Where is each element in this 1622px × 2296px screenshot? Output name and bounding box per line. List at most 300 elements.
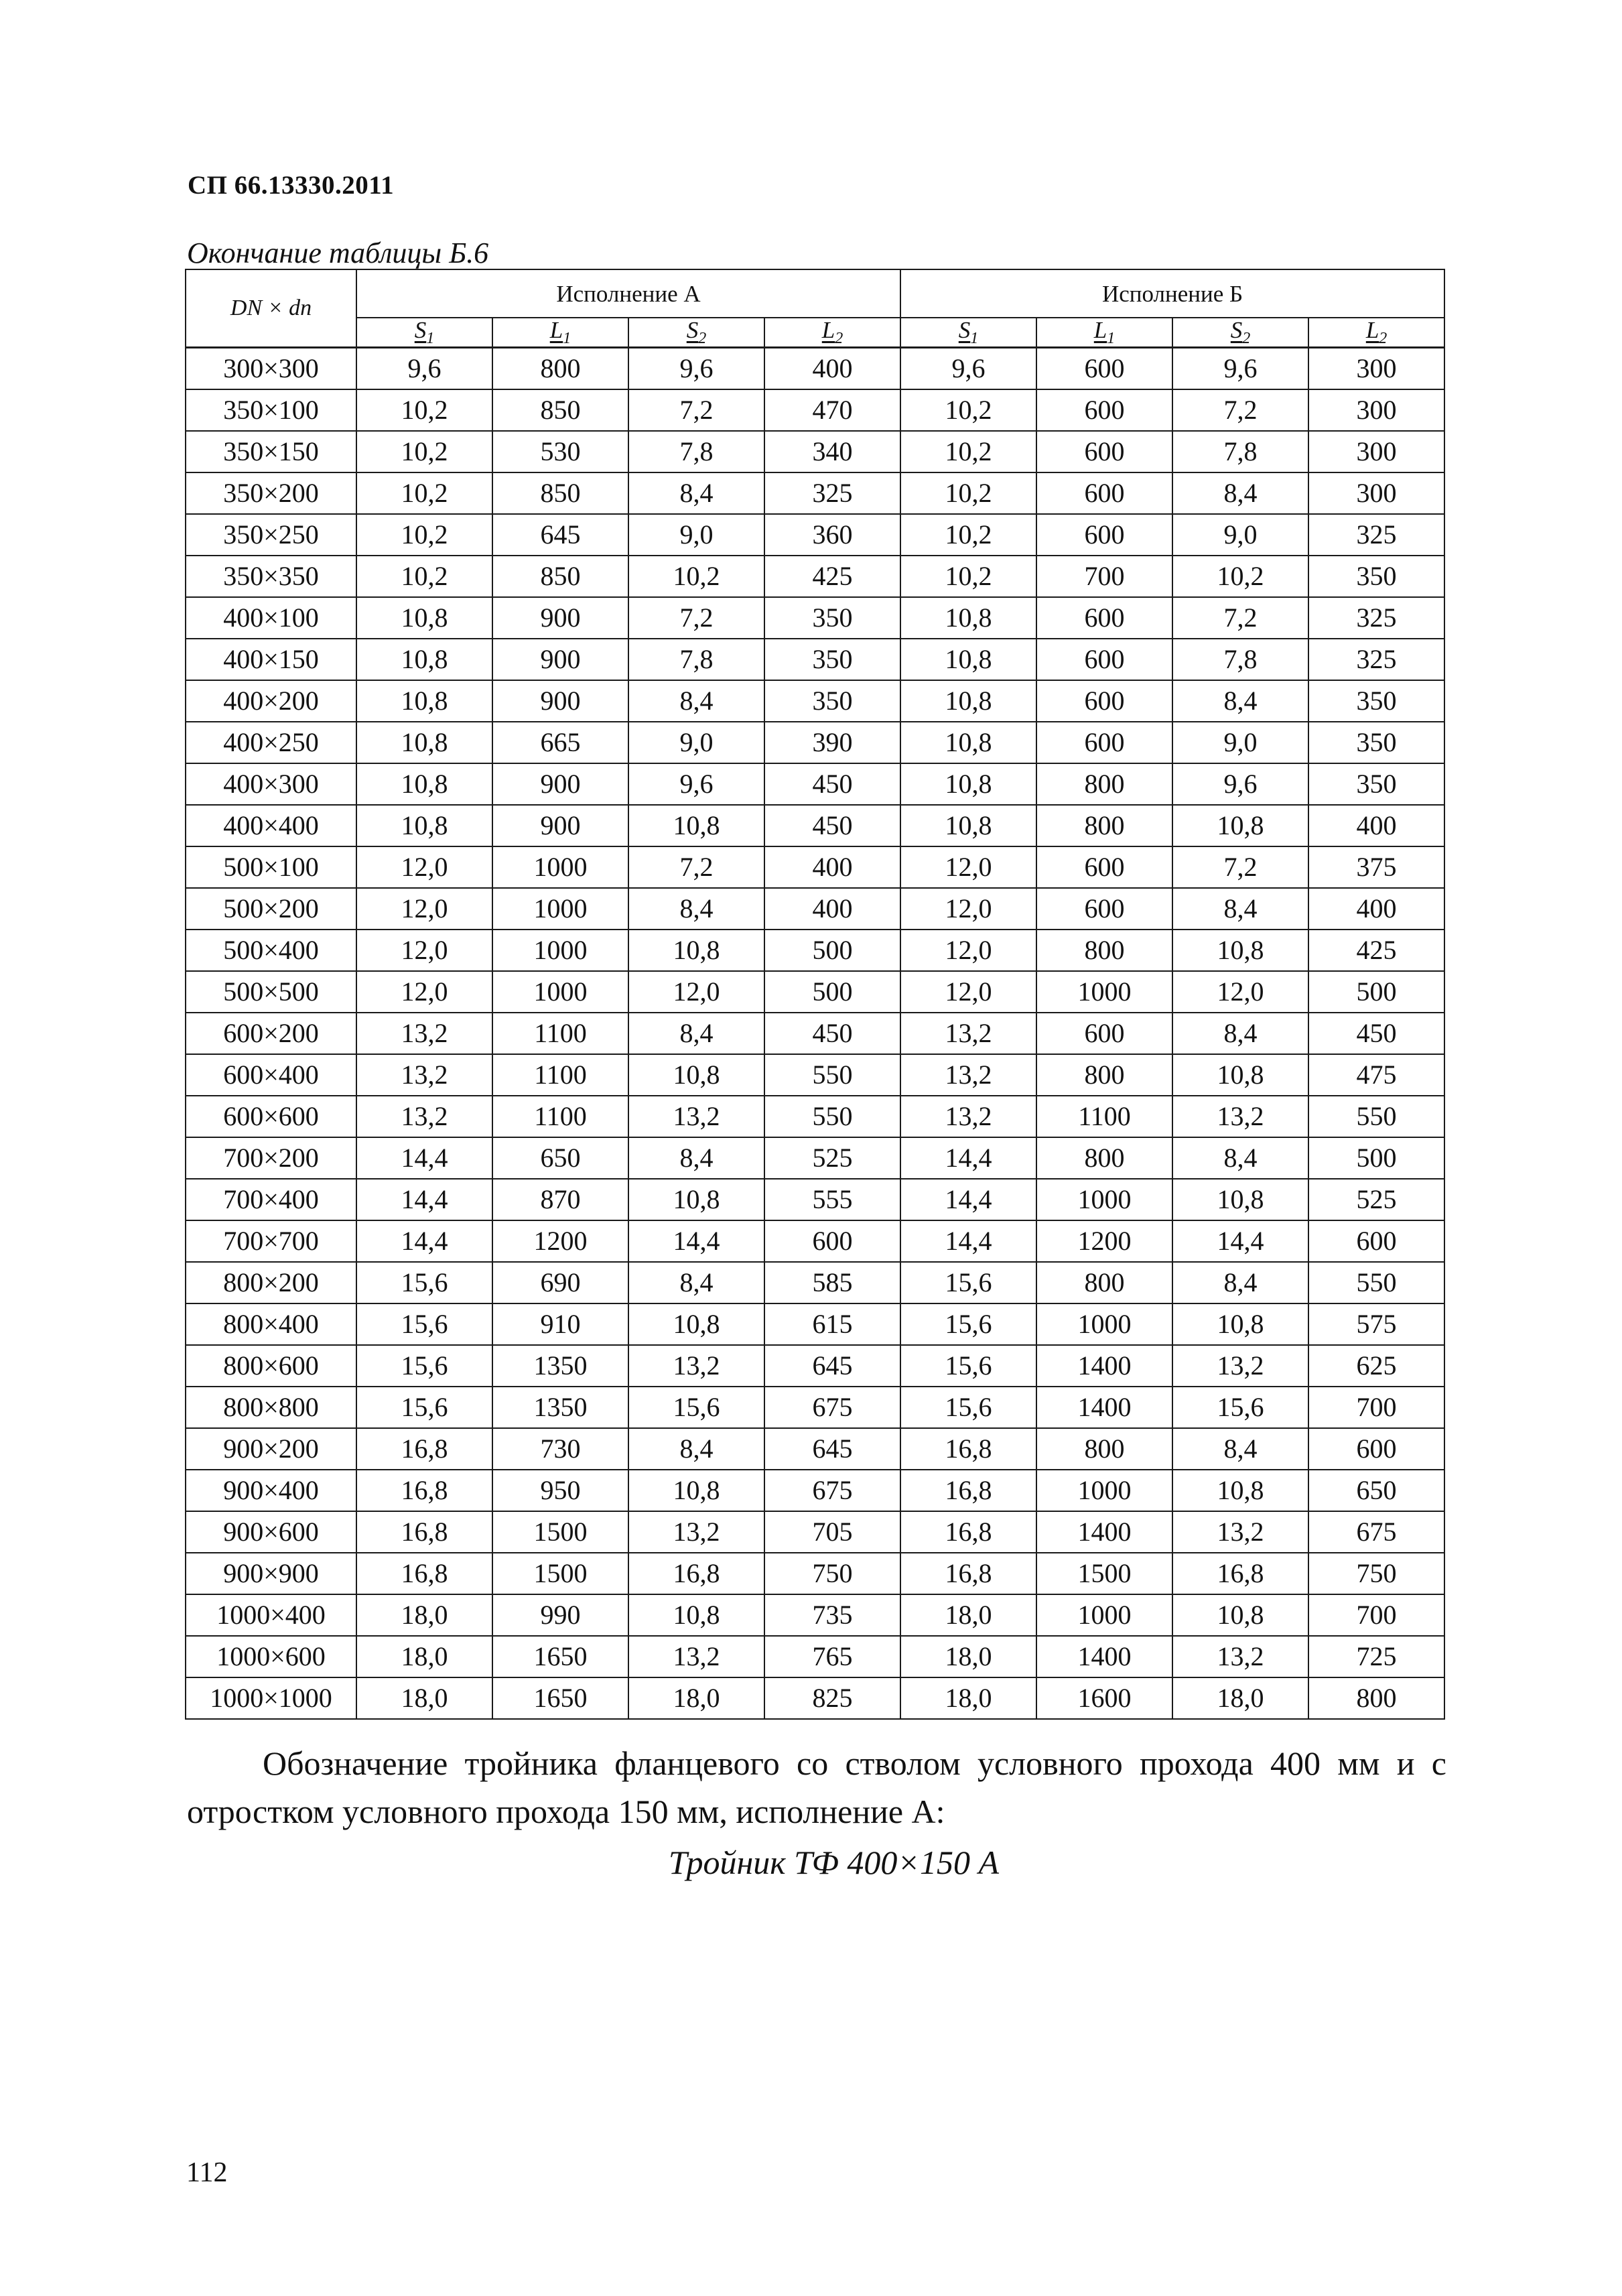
value-cell: 325 [1308, 597, 1444, 639]
value-cell: 900 [492, 763, 628, 805]
value-cell: 9,6 [356, 348, 492, 390]
value-cell: 400 [764, 348, 900, 390]
value-cell: 400 [764, 888, 900, 930]
value-cell: 9,0 [628, 722, 764, 763]
value-cell: 10,8 [356, 680, 492, 722]
value-cell: 10,8 [628, 1470, 764, 1511]
value-cell: 18,0 [900, 1636, 1036, 1677]
value-cell: 750 [764, 1553, 900, 1594]
value-cell: 690 [492, 1262, 628, 1303]
value-cell: 325 [1308, 639, 1444, 680]
value-cell: 675 [1308, 1511, 1444, 1553]
value-cell: 15,6 [356, 1345, 492, 1387]
value-cell: 575 [1308, 1303, 1444, 1345]
value-cell: 470 [764, 389, 900, 431]
value-cell: 10,8 [1172, 1594, 1308, 1636]
dn-cell: 500×200 [186, 888, 356, 930]
value-cell: 18,0 [900, 1677, 1036, 1719]
value-cell: 400 [1308, 888, 1444, 930]
value-cell: 10,8 [1172, 930, 1308, 971]
value-cell: 15,6 [900, 1345, 1036, 1387]
table-row [186, 1470, 1444, 1511]
value-cell: 700 [1308, 1387, 1444, 1428]
value-cell: 1200 [492, 1220, 628, 1262]
value-cell: 1650 [492, 1677, 628, 1719]
value-cell: 350 [1308, 763, 1444, 805]
value-cell: 12,0 [356, 971, 492, 1013]
value-cell: 14,4 [900, 1179, 1036, 1220]
table-row [186, 971, 1444, 1013]
value-cell: 350 [764, 680, 900, 722]
value-cell: 1500 [492, 1553, 628, 1594]
value-cell: 10,8 [628, 1594, 764, 1636]
dn-cell: 600×600 [186, 1096, 356, 1137]
value-cell: 1400 [1036, 1636, 1172, 1677]
value-cell: 10,8 [356, 805, 492, 846]
value-cell: 7,8 [628, 431, 764, 472]
value-cell: 14,4 [628, 1220, 764, 1262]
value-cell: 7,8 [628, 639, 764, 680]
value-cell: 650 [492, 1137, 628, 1179]
dn-cell: 800×800 [186, 1387, 356, 1428]
dn-cell: 400×200 [186, 680, 356, 722]
subheader-letter: S [686, 317, 699, 343]
value-cell: 18,0 [900, 1594, 1036, 1636]
designation-text: Тройник ТФ 400×150 А [668, 1844, 1000, 1881]
value-cell: 765 [764, 1636, 900, 1677]
value-cell: 7,2 [628, 846, 764, 888]
designation-note [187, 1739, 1446, 1836]
value-cell: 15,6 [356, 1387, 492, 1428]
value-cell: 16,8 [900, 1428, 1036, 1470]
value-cell: 450 [764, 763, 900, 805]
value-cell: 10,2 [900, 556, 1036, 597]
value-cell: 7,2 [1172, 389, 1308, 431]
subheader-letter: S [958, 317, 971, 343]
value-cell: 16,8 [900, 1511, 1036, 1553]
table-row [186, 1387, 1444, 1428]
dn-cell: 1000×600 [186, 1636, 356, 1677]
value-cell: 600 [1036, 888, 1172, 930]
value-cell: 390 [764, 722, 900, 763]
value-cell: 10,8 [628, 1179, 764, 1220]
value-cell: 7,8 [1172, 639, 1308, 680]
note-line-2: отростком условного прохода 150 мм, исполнение А: [187, 1793, 945, 1830]
value-cell: 7,2 [628, 389, 764, 431]
subheader-l1 [1036, 318, 1172, 348]
value-cell: 735 [764, 1594, 900, 1636]
table-row [186, 1013, 1444, 1054]
value-cell: 10,8 [900, 722, 1036, 763]
table-row [186, 597, 1444, 639]
subheader-s1 [900, 318, 1036, 348]
value-cell: 10,8 [1172, 1303, 1308, 1345]
value-cell: 500 [764, 930, 900, 971]
value-cell: 8,4 [1172, 1013, 1308, 1054]
value-cell: 600 [1036, 846, 1172, 888]
value-cell: 8,4 [628, 1262, 764, 1303]
page-number: 112 [186, 2157, 228, 2188]
value-cell: 13,2 [356, 1054, 492, 1096]
value-cell: 500 [764, 971, 900, 1013]
value-cell: 910 [492, 1303, 628, 1345]
value-cell: 10,8 [1172, 805, 1308, 846]
value-cell: 13,2 [356, 1013, 492, 1054]
value-cell: 12,0 [900, 971, 1036, 1013]
table-row [186, 1220, 1444, 1262]
value-cell: 400 [764, 846, 900, 888]
value-cell: 12,0 [356, 930, 492, 971]
value-cell: 16,8 [900, 1470, 1036, 1511]
table-row [186, 431, 1444, 472]
subheader-l2 [764, 318, 900, 348]
table-row [186, 389, 1444, 431]
table-row [186, 1594, 1444, 1636]
table-row [186, 639, 1444, 680]
value-cell: 1000 [1036, 1303, 1172, 1345]
table-row [186, 722, 1444, 763]
value-cell: 18,0 [628, 1677, 764, 1719]
value-cell: 10,2 [356, 431, 492, 472]
value-cell: 600 [1036, 680, 1172, 722]
value-cell: 10,2 [900, 389, 1036, 431]
value-cell: 1000 [1036, 971, 1172, 1013]
value-cell: 725 [1308, 1636, 1444, 1677]
designation-example [0, 1843, 1622, 1882]
value-cell: 15,6 [900, 1387, 1036, 1428]
value-cell: 8,4 [628, 888, 764, 930]
value-cell: 8,4 [1172, 888, 1308, 930]
value-cell: 870 [492, 1179, 628, 1220]
table-row [186, 1262, 1444, 1303]
value-cell: 1000 [492, 930, 628, 971]
value-cell: 13,2 [900, 1054, 1036, 1096]
value-cell: 14,4 [900, 1137, 1036, 1179]
dn-cell: 400×250 [186, 722, 356, 763]
value-cell: 12,0 [356, 888, 492, 930]
dn-cell: 600×400 [186, 1054, 356, 1096]
value-cell: 10,8 [356, 763, 492, 805]
value-cell: 800 [1036, 1262, 1172, 1303]
value-cell: 375 [1308, 846, 1444, 888]
value-cell: 450 [764, 1013, 900, 1054]
dn-cell: 350×200 [186, 472, 356, 514]
value-cell: 1500 [1036, 1553, 1172, 1594]
value-cell: 730 [492, 1428, 628, 1470]
value-cell: 18,0 [1172, 1677, 1308, 1719]
value-cell: 600 [1308, 1220, 1444, 1262]
value-cell: 950 [492, 1470, 628, 1511]
dn-cell: 700×400 [186, 1179, 356, 1220]
value-cell: 625 [1308, 1345, 1444, 1387]
value-cell: 10,2 [356, 556, 492, 597]
value-cell: 13,2 [1172, 1345, 1308, 1387]
value-cell: 360 [764, 514, 900, 556]
value-cell: 7,8 [1172, 431, 1308, 472]
table-row [186, 1511, 1444, 1553]
table-row [186, 680, 1444, 722]
value-cell: 13,2 [628, 1636, 764, 1677]
value-cell: 10,2 [900, 472, 1036, 514]
dn-cell: 350×150 [186, 431, 356, 472]
dn-cell: 350×250 [186, 514, 356, 556]
value-cell: 600 [1036, 639, 1172, 680]
value-cell: 16,8 [356, 1553, 492, 1594]
value-cell: 900 [492, 639, 628, 680]
subheader-index: 1 [426, 330, 435, 347]
dn-cell: 400×300 [186, 763, 356, 805]
subheader-index: 2 [1379, 330, 1388, 347]
dn-cell: 700×200 [186, 1137, 356, 1179]
table-row [186, 1553, 1444, 1594]
value-cell: 14,4 [1172, 1220, 1308, 1262]
value-cell: 450 [764, 805, 900, 846]
dn-cell: 900×400 [186, 1470, 356, 1511]
value-cell: 14,4 [356, 1179, 492, 1220]
value-cell: 645 [764, 1428, 900, 1470]
table-row [186, 1054, 1444, 1096]
value-cell: 18,0 [356, 1594, 492, 1636]
dn-cell: 800×200 [186, 1262, 356, 1303]
value-cell: 1000 [1036, 1179, 1172, 1220]
value-cell: 14,4 [356, 1137, 492, 1179]
value-cell: 15,6 [900, 1303, 1036, 1345]
value-cell: 15,6 [1172, 1387, 1308, 1428]
value-cell: 850 [492, 389, 628, 431]
table-row [186, 1096, 1444, 1137]
value-cell: 645 [492, 514, 628, 556]
value-cell: 325 [1308, 514, 1444, 556]
value-cell: 13,2 [900, 1096, 1036, 1137]
value-cell: 600 [1036, 389, 1172, 431]
value-cell: 15,6 [356, 1303, 492, 1345]
dn-cell: 900×200 [186, 1428, 356, 1470]
value-cell: 8,4 [628, 680, 764, 722]
table-caption: Окончание таблицы Б.6 [187, 237, 489, 269]
table-row [186, 472, 1444, 514]
value-cell: 18,0 [356, 1636, 492, 1677]
note-line-1: Обозначение тройника фланцевого со стволом условного прохода 400 мм и с [263, 1744, 1446, 1782]
value-cell: 8,4 [628, 472, 764, 514]
value-cell: 300 [1308, 348, 1444, 390]
value-cell: 9,6 [900, 348, 1036, 390]
value-cell: 8,4 [1172, 1428, 1308, 1470]
value-cell: 12,0 [356, 846, 492, 888]
value-cell: 14,4 [356, 1220, 492, 1262]
value-cell: 990 [492, 1594, 628, 1636]
dn-cell: 400×100 [186, 597, 356, 639]
value-cell: 12,0 [900, 888, 1036, 930]
subheader-l1 [492, 318, 628, 348]
value-cell: 475 [1308, 1054, 1444, 1096]
doc-code: СП 66.13330.2011 [188, 171, 395, 200]
value-cell: 1650 [492, 1636, 628, 1677]
value-cell: 425 [764, 556, 900, 597]
value-cell: 900 [492, 805, 628, 846]
value-cell: 800 [492, 348, 628, 390]
value-cell: 1000 [1036, 1594, 1172, 1636]
value-cell: 1100 [492, 1054, 628, 1096]
value-cell: 10,2 [1172, 556, 1308, 597]
value-cell: 10,2 [356, 472, 492, 514]
value-cell: 18,0 [356, 1677, 492, 1719]
value-cell: 9,6 [1172, 763, 1308, 805]
dn-cell: 350×350 [186, 556, 356, 597]
subheader-index: 2 [835, 330, 843, 347]
value-cell: 10,8 [628, 805, 764, 846]
dn-cell: 1000×400 [186, 1594, 356, 1636]
value-cell: 8,4 [628, 1428, 764, 1470]
value-cell: 14,4 [900, 1220, 1036, 1262]
value-cell: 15,6 [900, 1262, 1036, 1303]
value-cell: 850 [492, 472, 628, 514]
value-cell: 800 [1308, 1677, 1444, 1719]
value-cell: 10,8 [628, 930, 764, 971]
value-cell: 10,8 [900, 639, 1036, 680]
dimensions-table [185, 269, 1445, 1720]
value-cell: 13,2 [356, 1096, 492, 1137]
value-cell: 550 [1308, 1262, 1444, 1303]
table-row [186, 763, 1444, 805]
dn-cell: 900×600 [186, 1511, 356, 1553]
value-cell: 350 [1308, 556, 1444, 597]
value-cell: 1000 [1036, 1470, 1172, 1511]
value-cell: 525 [764, 1137, 900, 1179]
value-cell: 13,2 [628, 1345, 764, 1387]
value-cell: 525 [1308, 1179, 1444, 1220]
value-cell: 645 [764, 1345, 900, 1387]
value-cell: 13,2 [900, 1013, 1036, 1054]
table-row [186, 1303, 1444, 1345]
value-cell: 10,8 [628, 1054, 764, 1096]
table-row [186, 888, 1444, 930]
value-cell: 10,8 [1172, 1470, 1308, 1511]
value-cell: 675 [764, 1470, 900, 1511]
value-cell: 9,0 [628, 514, 764, 556]
value-cell: 10,2 [628, 556, 764, 597]
value-cell: 825 [764, 1677, 900, 1719]
table-row [186, 805, 1444, 846]
value-cell: 340 [764, 431, 900, 472]
value-cell: 300 [1308, 389, 1444, 431]
value-cell: 15,6 [628, 1387, 764, 1428]
dn-cell: 500×100 [186, 846, 356, 888]
value-cell: 300 [1308, 472, 1444, 514]
value-cell: 1000 [492, 846, 628, 888]
value-cell: 10,8 [900, 597, 1036, 639]
table-row [186, 1428, 1444, 1470]
value-cell: 1000 [492, 888, 628, 930]
dn-column-header: DN × dn [186, 269, 356, 348]
value-cell: 9,0 [1172, 722, 1308, 763]
dn-cell: 350×100 [186, 389, 356, 431]
value-cell: 1400 [1036, 1511, 1172, 1553]
value-cell: 1500 [492, 1511, 628, 1553]
value-cell: 8,4 [1172, 680, 1308, 722]
value-cell: 425 [1308, 930, 1444, 971]
value-cell: 800 [1036, 930, 1172, 971]
value-cell: 500 [1308, 1137, 1444, 1179]
table-row [186, 556, 1444, 597]
value-cell: 350 [1308, 722, 1444, 763]
value-cell: 705 [764, 1511, 900, 1553]
value-cell: 10,2 [900, 431, 1036, 472]
value-cell: 1100 [1036, 1096, 1172, 1137]
value-cell: 900 [492, 597, 628, 639]
value-cell: 650 [1308, 1470, 1444, 1511]
value-cell: 13,2 [1172, 1636, 1308, 1677]
value-cell: 450 [1308, 1013, 1444, 1054]
value-cell: 9,6 [1172, 348, 1308, 390]
value-cell: 16,8 [356, 1428, 492, 1470]
value-cell: 500 [1308, 971, 1444, 1013]
value-cell: 530 [492, 431, 628, 472]
value-cell: 10,2 [900, 514, 1036, 556]
value-cell: 350 [764, 597, 900, 639]
value-cell: 7,2 [1172, 597, 1308, 639]
value-cell: 1200 [1036, 1220, 1172, 1262]
value-cell: 8,4 [1172, 472, 1308, 514]
subheader-letter: L [821, 317, 835, 343]
value-cell: 9,0 [1172, 514, 1308, 556]
value-cell: 325 [764, 472, 900, 514]
subheader-letter: L [549, 317, 563, 343]
table-row [186, 1137, 1444, 1179]
subheader-index: 1 [970, 330, 979, 347]
value-cell: 16,8 [900, 1553, 1036, 1594]
subheader-index: 2 [1242, 330, 1251, 347]
value-cell: 10,8 [900, 680, 1036, 722]
value-cell: 8,4 [628, 1137, 764, 1179]
subheader-letter: L [1365, 317, 1379, 343]
value-cell: 555 [764, 1179, 900, 1220]
table-row [186, 1677, 1444, 1719]
value-cell: 12,0 [900, 930, 1036, 971]
value-cell: 9,6 [628, 763, 764, 805]
value-cell: 600 [1036, 514, 1172, 556]
value-cell: 600 [1036, 1013, 1172, 1054]
value-cell: 665 [492, 722, 628, 763]
value-cell: 15,6 [356, 1262, 492, 1303]
value-cell: 10,8 [356, 722, 492, 763]
dn-cell: 800×400 [186, 1303, 356, 1345]
value-cell: 16,8 [356, 1470, 492, 1511]
value-cell: 10,2 [356, 514, 492, 556]
subheader-s2 [628, 318, 764, 348]
table-row [186, 1179, 1444, 1220]
value-cell: 16,8 [1172, 1553, 1308, 1594]
value-cell: 1100 [492, 1096, 628, 1137]
value-cell: 600 [764, 1220, 900, 1262]
subheader-letter: S [1230, 317, 1243, 343]
value-cell: 1400 [1036, 1345, 1172, 1387]
dn-cell: 500×500 [186, 971, 356, 1013]
subheader-s1 [356, 318, 492, 348]
subheader-index: 1 [563, 330, 571, 347]
dn-cell: 900×900 [186, 1553, 356, 1594]
value-cell: 800 [1036, 1054, 1172, 1096]
value-cell: 1350 [492, 1345, 628, 1387]
table-row [186, 1636, 1444, 1677]
value-cell: 300 [1308, 431, 1444, 472]
table-body [186, 348, 1444, 1720]
value-cell: 10,8 [900, 805, 1036, 846]
value-cell: 12,0 [628, 971, 764, 1013]
value-cell: 550 [1308, 1096, 1444, 1137]
value-cell: 400 [1308, 805, 1444, 846]
subheader-index: 1 [1107, 330, 1116, 347]
value-cell: 7,2 [1172, 846, 1308, 888]
